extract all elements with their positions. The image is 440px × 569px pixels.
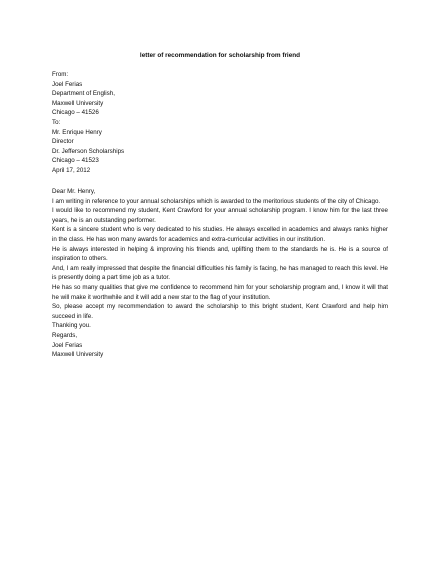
from-label: From: bbox=[52, 71, 69, 78]
to-label: To: bbox=[52, 118, 61, 126]
sender-name: Joel Ferias bbox=[52, 80, 83, 88]
sender-department: Department of English, bbox=[52, 90, 115, 98]
recipient-title: Director bbox=[52, 138, 74, 146]
body-paragraph: I would like to recommend my student, Kent Crawford for your annual scholarship program. I know him for the last three years, he is an outstanding performer. bbox=[52, 207, 388, 224]
body-paragraph: So, please accept my recommendation to award the scholarship to this bright student, Kent Crawford and help him succeed in life. bbox=[52, 303, 388, 320]
body-paragraph: He is always interested in helping & improving his friends and, uplifting them to the standards he is. He is a source of inspiration to others. bbox=[52, 245, 388, 263]
recipient-organization: Dr. Jefferson Scholarships bbox=[52, 147, 125, 155]
salutation: Dear Mr. Henry, bbox=[52, 188, 96, 195]
letter-date: April 17, 2012 bbox=[52, 166, 91, 174]
recipient-name: Mr. Enrique Henry bbox=[52, 128, 102, 136]
body-paragraph: Kent is a sincere student who is very dedicated to his studies. He always excelled in academics and always ranks higher in the class. He has won many awards for academics and extra-curricular activities in our institution. bbox=[52, 226, 388, 243]
letter-body bbox=[52, 187, 388, 360]
address-block bbox=[52, 70, 124, 176]
body-paragraph: He has so many qualities that give me confidence to recommend him for your scholarship program and, I know it will that he will make it worthwhile and it will add a new star to the flag of your institution. bbox=[52, 283, 388, 301]
sender-university: Maxwell University bbox=[52, 99, 104, 107]
sender-city: Chicago – 41526 bbox=[52, 109, 99, 117]
signature-university: Maxwell University bbox=[52, 351, 104, 359]
recipient-city: Chicago – 41523 bbox=[52, 157, 99, 165]
closing-regards: Regards, bbox=[52, 331, 78, 339]
letter-title: letter of recommendation for scholarship from friend bbox=[139, 52, 301, 59]
signature-name: Joel Ferias bbox=[52, 341, 83, 349]
body-paragraph: I am writing in reference to your annual scholarships which is awarded to the meritorious students of the city of Chicago. bbox=[52, 197, 381, 205]
body-paragraph: And, I am really impressed that despite the financial difficulties his family is facing, he has managed to reach this level. He is presently doing a part time job as a tutor. bbox=[52, 264, 388, 282]
closing-thanks: Thanking you. bbox=[52, 322, 91, 330]
